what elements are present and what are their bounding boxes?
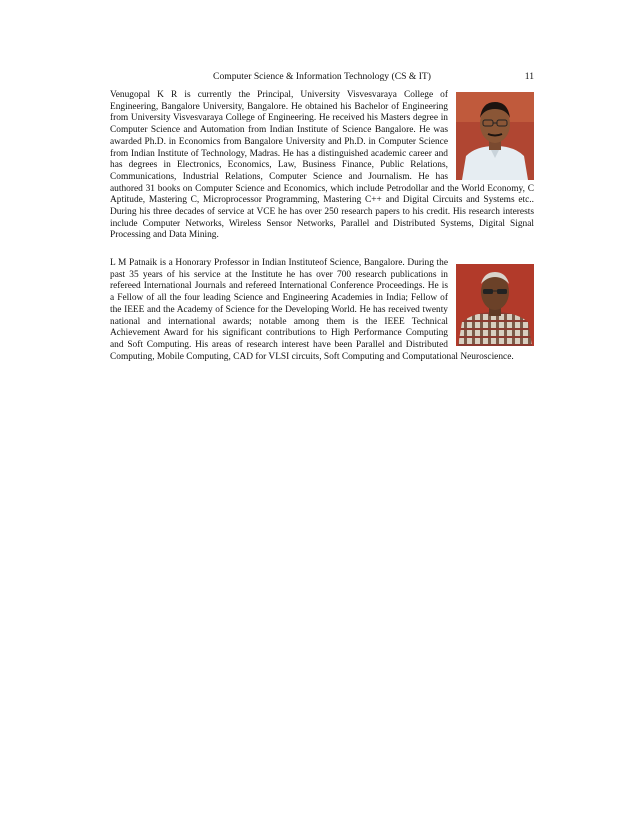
running-title: Computer Science & Information Technology (CS & IT)	[213, 71, 431, 82]
bio-text: L M Patnaik is a Honorary Professor in Indian Instituteof Science, Bangalore. During the past 35 years of his service at the Institute he has over 700 research publications in refereed International Journals and refereed International Conference Proceedings. He is a Fellow of all the four leading Science and Engineering Academies in India; Fellow of the IEEE and the Academy of Science for the Developing World. He has received twenty national and international awards; notable among them is the IEEE Technical Achievement Award for his significant contributions to High Performance Computing and Soft Computing. His areas of research interest have been Parallel and Distributed Computing, Mobile Computing, CAD for VLSI circuits, Soft Computing and Computational Neuroscience.	[110, 258, 514, 362]
author-bio-patnaik	[110, 258, 534, 363]
author-photo-venugopal	[456, 92, 534, 180]
author-bio-venugopal	[110, 90, 534, 242]
bio-text: Venugopal K R is currently the Principal, University Visvesvaraya College of Engineering, Bangalore University, Bangalore. He obtained his Bachelor of Engineering from University Visvesvaraya College of Engineering. He received his Masters degree in Computer Science and Automation from Indian Institute of Science Bangalore. He was awarded Ph.D. in Economics from Bangalore University and Ph.D. in Computer Science from Indian Institute of Technology, Madras. He has a distinguished academic career and has degrees in Electronics, Economics, Law, Business Finance, Public Relations, Communications, Industrial Relations, Computer Science and Journalism. He has authored 31 books on Computer Science and Economics, which include Petrodollar and the World Economy, C Aptitude, Mastering C, Microprocessor Programming, Mastering C++ and Digital Circuits and Systems etc.. During his three decades of service at VCE he has over 250 research papers to his credit. His research interests include Computer Networks, Wireless Sensor Networks, Parallel and Distributed Systems, Digital Signal Processing and Data Mining.	[110, 90, 534, 241]
running-header	[110, 70, 534, 84]
page-number: 11	[524, 71, 534, 82]
author-photo-patnaik	[456, 264, 534, 346]
